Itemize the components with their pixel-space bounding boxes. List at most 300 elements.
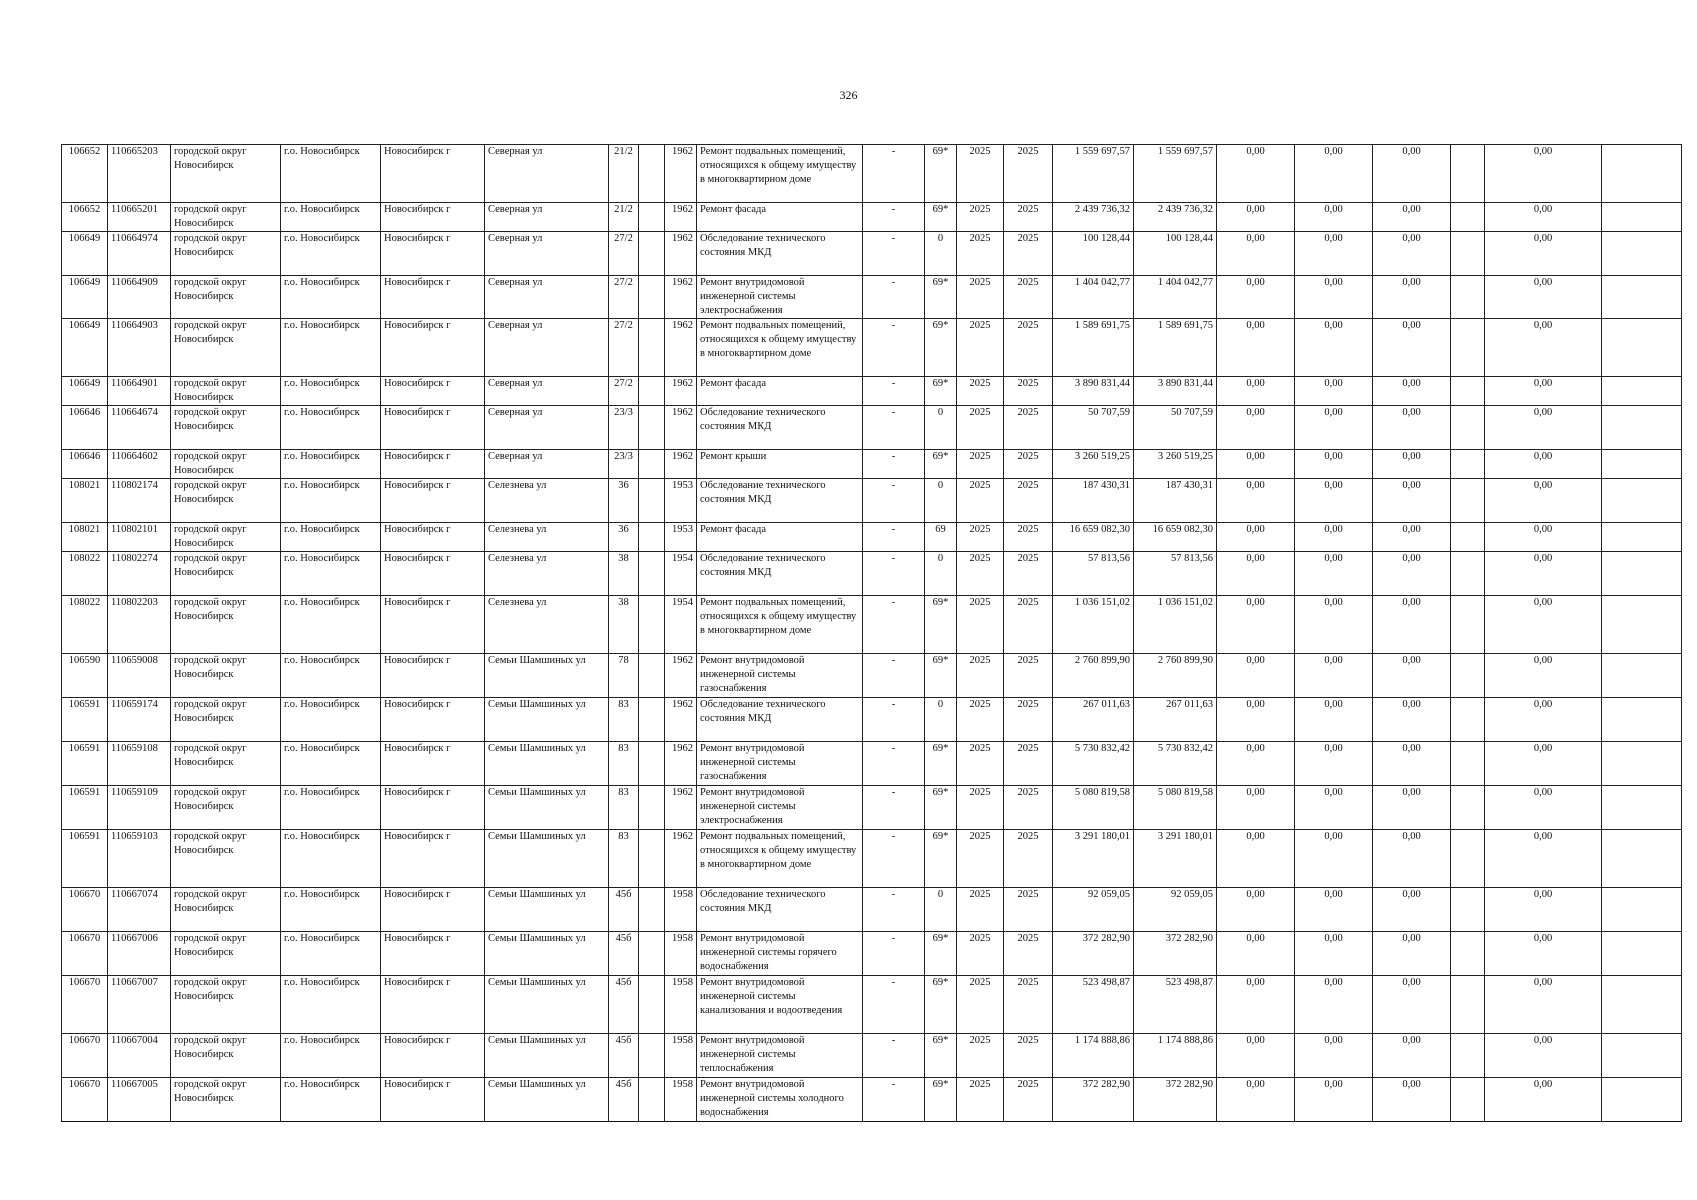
cell-year-start: 2025 bbox=[957, 377, 1004, 406]
cell-fund-cost: 3 291 180,01 bbox=[1134, 830, 1217, 888]
cell-budget-federal: 0,00 bbox=[1217, 450, 1295, 479]
cell-work-type: Ремонт внутридомовой инженерной системы электроснабжения bbox=[697, 276, 863, 319]
cell-year-end: 2025 bbox=[1004, 654, 1053, 698]
cell-owners-funds: 0,00 bbox=[1485, 523, 1602, 552]
cell-municipality: городской округ Новосибирск bbox=[171, 786, 281, 830]
cell-district: г.о. Новосибирск bbox=[281, 319, 381, 377]
cell-budget-regional: 0,00 bbox=[1295, 888, 1373, 932]
cell-locality: Новосибирск г bbox=[381, 406, 485, 450]
cell-note bbox=[1602, 830, 1682, 888]
cell-municipality: городской округ Новосибирск bbox=[171, 479, 281, 523]
cell-total-cost: 2 760 899,90 bbox=[1053, 654, 1134, 698]
cell-building bbox=[639, 203, 665, 232]
cell-work-id: 110664901 bbox=[108, 377, 171, 406]
cell-year-end: 2025 bbox=[1004, 479, 1053, 523]
cell-district: г.о. Новосибирск bbox=[281, 888, 381, 932]
cell-district: г.о. Новосибирск bbox=[281, 276, 381, 319]
table-row bbox=[62, 232, 1682, 276]
cell-building bbox=[639, 698, 665, 742]
cell-year-built: 1958 bbox=[665, 932, 697, 976]
cell-house-number: 21/2 bbox=[609, 145, 639, 203]
cell-locality: Новосибирск г bbox=[381, 145, 485, 203]
cell-work-type: Обследование технического состояния МКД bbox=[697, 232, 863, 276]
cell-house-id: 106646 bbox=[62, 406, 108, 450]
cell-owners-funds: 0,00 bbox=[1485, 319, 1602, 377]
table-row bbox=[62, 1078, 1682, 1122]
cell-year-start: 2025 bbox=[957, 232, 1004, 276]
cell-total-cost: 2 439 736,32 bbox=[1053, 203, 1134, 232]
cell-owners-funds: 0,00 bbox=[1485, 742, 1602, 786]
cell-year-end: 2025 bbox=[1004, 888, 1053, 932]
cell-locality: Новосибирск г bbox=[381, 742, 485, 786]
cell-locality: Новосибирск г bbox=[381, 523, 485, 552]
cell-municipality: городской округ Новосибирск bbox=[171, 319, 281, 377]
cell-fund-cost: 3 260 519,25 bbox=[1134, 450, 1217, 479]
cell-dash: - bbox=[863, 450, 925, 479]
cell-dash: - bbox=[863, 523, 925, 552]
cell-locality: Новосибирск г bbox=[381, 319, 485, 377]
cell-building bbox=[639, 406, 665, 450]
cell-budget-federal: 0,00 bbox=[1217, 698, 1295, 742]
cell-work-id: 110659008 bbox=[108, 654, 171, 698]
cell-house-id: 106670 bbox=[62, 888, 108, 932]
cell-code: 69* bbox=[925, 976, 957, 1034]
cell-work-id: 110665203 bbox=[108, 145, 171, 203]
cell-budget-federal: 0,00 bbox=[1217, 654, 1295, 698]
cell-year-built: 1962 bbox=[665, 450, 697, 479]
table-row bbox=[62, 479, 1682, 523]
cell-street: Северная ул bbox=[485, 377, 609, 406]
cell-work-id: 110659174 bbox=[108, 698, 171, 742]
cell-street: Семьи Шамшиных ул bbox=[485, 830, 609, 888]
cell-municipality: городской округ Новосибирск bbox=[171, 406, 281, 450]
cell-fund-cost: 5 080 819,58 bbox=[1134, 786, 1217, 830]
cell-budget-local: 0,00 bbox=[1373, 698, 1451, 742]
cell-budget-federal: 0,00 bbox=[1217, 319, 1295, 377]
cell-street: Семьи Шамшиных ул bbox=[485, 786, 609, 830]
cell-code: 0 bbox=[925, 479, 957, 523]
cell-work-type: Ремонт внутридомовой инженерной системы газоснабжения bbox=[697, 742, 863, 786]
cell-extra bbox=[1451, 698, 1485, 742]
cell-locality: Новосибирск г bbox=[381, 698, 485, 742]
cell-budget-regional: 0,00 bbox=[1295, 596, 1373, 654]
cell-house-number: 27/2 bbox=[609, 319, 639, 377]
cell-extra bbox=[1451, 377, 1485, 406]
cell-year-built: 1954 bbox=[665, 596, 697, 654]
cell-owners-funds: 0,00 bbox=[1485, 596, 1602, 654]
cell-budget-local: 0,00 bbox=[1373, 319, 1451, 377]
cell-work-id: 110664602 bbox=[108, 450, 171, 479]
cell-total-cost: 92 059,05 bbox=[1053, 888, 1134, 932]
cell-note bbox=[1602, 232, 1682, 276]
cell-extra bbox=[1451, 1078, 1485, 1122]
cell-house-id: 108021 bbox=[62, 479, 108, 523]
cell-locality: Новосибирск г bbox=[381, 203, 485, 232]
cell-total-cost: 3 291 180,01 bbox=[1053, 830, 1134, 888]
cell-year-built: 1962 bbox=[665, 406, 697, 450]
cell-building bbox=[639, 1034, 665, 1078]
cell-building bbox=[639, 830, 665, 888]
cell-district: г.о. Новосибирск bbox=[281, 742, 381, 786]
cell-budget-local: 0,00 bbox=[1373, 479, 1451, 523]
cell-municipality: городской округ Новосибирск bbox=[171, 976, 281, 1034]
cell-street: Семьи Шамшиных ул bbox=[485, 698, 609, 742]
cell-work-id: 110667074 bbox=[108, 888, 171, 932]
cell-budget-local: 0,00 bbox=[1373, 203, 1451, 232]
cell-year-built: 1962 bbox=[665, 203, 697, 232]
cell-total-cost: 100 128,44 bbox=[1053, 232, 1134, 276]
cell-house-id: 106591 bbox=[62, 830, 108, 888]
cell-extra bbox=[1451, 450, 1485, 479]
cell-year-start: 2025 bbox=[957, 654, 1004, 698]
cell-budget-local: 0,00 bbox=[1373, 552, 1451, 596]
cell-owners-funds: 0,00 bbox=[1485, 1034, 1602, 1078]
cell-dash: - bbox=[863, 976, 925, 1034]
cell-work-id: 110667004 bbox=[108, 1034, 171, 1078]
cell-work-id: 110802274 bbox=[108, 552, 171, 596]
cell-house-id: 106649 bbox=[62, 232, 108, 276]
cell-extra bbox=[1451, 145, 1485, 203]
cell-budget-regional: 0,00 bbox=[1295, 830, 1373, 888]
cell-street: Семьи Шамшиных ул bbox=[485, 742, 609, 786]
cell-municipality: городской округ Новосибирск bbox=[171, 232, 281, 276]
cell-work-id: 110664903 bbox=[108, 319, 171, 377]
cell-year-built: 1962 bbox=[665, 319, 697, 377]
cell-house-id: 106670 bbox=[62, 932, 108, 976]
cell-year-built: 1958 bbox=[665, 976, 697, 1034]
cell-house-id: 106646 bbox=[62, 450, 108, 479]
cell-owners-funds: 0,00 bbox=[1485, 552, 1602, 596]
cell-locality: Новосибирск г bbox=[381, 932, 485, 976]
cell-owners-funds: 0,00 bbox=[1485, 406, 1602, 450]
cell-locality: Новосибирск г bbox=[381, 450, 485, 479]
cell-owners-funds: 0,00 bbox=[1485, 830, 1602, 888]
cell-year-built: 1962 bbox=[665, 698, 697, 742]
cell-house-id: 106649 bbox=[62, 319, 108, 377]
cell-year-built: 1958 bbox=[665, 888, 697, 932]
cell-year-built: 1953 bbox=[665, 479, 697, 523]
cell-year-end: 2025 bbox=[1004, 596, 1053, 654]
cell-total-cost: 5 730 832,42 bbox=[1053, 742, 1134, 786]
cell-building bbox=[639, 479, 665, 523]
cell-dash: - bbox=[863, 552, 925, 596]
cell-house-id: 106670 bbox=[62, 976, 108, 1034]
cell-year-end: 2025 bbox=[1004, 523, 1053, 552]
cell-code: 69* bbox=[925, 786, 957, 830]
cell-district: г.о. Новосибирск bbox=[281, 479, 381, 523]
cell-year-end: 2025 bbox=[1004, 932, 1053, 976]
cell-owners-funds: 0,00 bbox=[1485, 976, 1602, 1034]
cell-fund-cost: 100 128,44 bbox=[1134, 232, 1217, 276]
cell-locality: Новосибирск г bbox=[381, 1078, 485, 1122]
cell-work-type: Обследование технического состояния МКД bbox=[697, 479, 863, 523]
cell-street: Семьи Шамшиных ул bbox=[485, 932, 609, 976]
cell-house-id: 106590 bbox=[62, 654, 108, 698]
cell-budget-regional: 0,00 bbox=[1295, 450, 1373, 479]
cell-code: 0 bbox=[925, 552, 957, 596]
table-row bbox=[62, 450, 1682, 479]
cell-year-built: 1962 bbox=[665, 377, 697, 406]
table-row bbox=[62, 786, 1682, 830]
cell-note bbox=[1602, 523, 1682, 552]
cell-work-id: 110664974 bbox=[108, 232, 171, 276]
cell-house-id: 106652 bbox=[62, 203, 108, 232]
cell-budget-local: 0,00 bbox=[1373, 786, 1451, 830]
cell-budget-federal: 0,00 bbox=[1217, 976, 1295, 1034]
table-row bbox=[62, 1034, 1682, 1078]
cell-year-start: 2025 bbox=[957, 786, 1004, 830]
cell-year-built: 1962 bbox=[665, 654, 697, 698]
cell-extra bbox=[1451, 479, 1485, 523]
cell-owners-funds: 0,00 bbox=[1485, 450, 1602, 479]
cell-work-type: Обследование технического состояния МКД bbox=[697, 888, 863, 932]
cell-budget-federal: 0,00 bbox=[1217, 523, 1295, 552]
cell-budget-federal: 0,00 bbox=[1217, 596, 1295, 654]
cell-district: г.о. Новосибирск bbox=[281, 523, 381, 552]
cell-code: 69* bbox=[925, 830, 957, 888]
cell-house-number: 27/2 bbox=[609, 377, 639, 406]
cell-work-type: Ремонт подвальных помещений, относящихся к общему имуществу в многоквартирном доме bbox=[697, 830, 863, 888]
cell-budget-federal: 0,00 bbox=[1217, 742, 1295, 786]
cell-note bbox=[1602, 888, 1682, 932]
cell-house-number: 27/2 bbox=[609, 232, 639, 276]
cell-year-start: 2025 bbox=[957, 203, 1004, 232]
cell-budget-regional: 0,00 bbox=[1295, 479, 1373, 523]
cell-district: г.о. Новосибирск bbox=[281, 596, 381, 654]
cell-house-number: 45б bbox=[609, 976, 639, 1034]
cell-work-type: Ремонт внутридомовой инженерной системы теплоснабжения bbox=[697, 1034, 863, 1078]
cell-work-id: 110802101 bbox=[108, 523, 171, 552]
cell-total-cost: 267 011,63 bbox=[1053, 698, 1134, 742]
cell-fund-cost: 372 282,90 bbox=[1134, 1078, 1217, 1122]
cell-total-cost: 57 813,56 bbox=[1053, 552, 1134, 596]
table-row bbox=[62, 523, 1682, 552]
cell-municipality: городской округ Новосибирск bbox=[171, 1034, 281, 1078]
cell-dash: - bbox=[863, 654, 925, 698]
cell-note bbox=[1602, 932, 1682, 976]
cell-budget-regional: 0,00 bbox=[1295, 1034, 1373, 1078]
cell-house-number: 83 bbox=[609, 698, 639, 742]
cell-building bbox=[639, 377, 665, 406]
cell-work-id: 110667005 bbox=[108, 1078, 171, 1122]
cell-note bbox=[1602, 377, 1682, 406]
cell-house-number: 27/2 bbox=[609, 276, 639, 319]
cell-locality: Новосибирск г bbox=[381, 1034, 485, 1078]
table-row bbox=[62, 932, 1682, 976]
cell-municipality: городской округ Новосибирск bbox=[171, 830, 281, 888]
cell-year-end: 2025 bbox=[1004, 552, 1053, 596]
cell-street: Северная ул bbox=[485, 145, 609, 203]
cell-fund-cost: 5 730 832,42 bbox=[1134, 742, 1217, 786]
cell-budget-regional: 0,00 bbox=[1295, 786, 1373, 830]
cell-code: 69* bbox=[925, 276, 957, 319]
cell-note bbox=[1602, 976, 1682, 1034]
cell-budget-federal: 0,00 bbox=[1217, 552, 1295, 596]
cell-year-built: 1962 bbox=[665, 145, 697, 203]
cell-building bbox=[639, 654, 665, 698]
cell-budget-local: 0,00 bbox=[1373, 276, 1451, 319]
cell-work-type: Ремонт внутридомовой инженерной системы горячего водоснабжения bbox=[697, 932, 863, 976]
table-row bbox=[62, 377, 1682, 406]
cell-fund-cost: 2 760 899,90 bbox=[1134, 654, 1217, 698]
cell-work-type: Ремонт крыши bbox=[697, 450, 863, 479]
cell-total-cost: 523 498,87 bbox=[1053, 976, 1134, 1034]
cell-district: г.о. Новосибирск bbox=[281, 406, 381, 450]
cell-owners-funds: 0,00 bbox=[1485, 145, 1602, 203]
cell-extra bbox=[1451, 888, 1485, 932]
cell-extra bbox=[1451, 552, 1485, 596]
cell-budget-federal: 0,00 bbox=[1217, 276, 1295, 319]
cell-house-id: 106649 bbox=[62, 377, 108, 406]
cell-year-built: 1962 bbox=[665, 742, 697, 786]
cell-district: г.о. Новосибирск bbox=[281, 976, 381, 1034]
cell-locality: Новосибирск г bbox=[381, 232, 485, 276]
cell-total-cost: 16 659 082,30 bbox=[1053, 523, 1134, 552]
cell-year-built: 1962 bbox=[665, 830, 697, 888]
cell-house-id: 108021 bbox=[62, 523, 108, 552]
cell-work-type: Обследование технического состояния МКД bbox=[697, 552, 863, 596]
cell-dash: - bbox=[863, 232, 925, 276]
cell-municipality: городской округ Новосибирск bbox=[171, 450, 281, 479]
cell-budget-regional: 0,00 bbox=[1295, 742, 1373, 786]
cell-house-number: 23/3 bbox=[609, 406, 639, 450]
cell-year-built: 1962 bbox=[665, 276, 697, 319]
cell-dash: - bbox=[863, 276, 925, 319]
cell-work-type: Ремонт внутридомовой инженерной системы холодного водоснабжения bbox=[697, 1078, 863, 1122]
cell-fund-cost: 16 659 082,30 bbox=[1134, 523, 1217, 552]
cell-budget-regional: 0,00 bbox=[1295, 523, 1373, 552]
cell-year-start: 2025 bbox=[957, 479, 1004, 523]
cell-street: Северная ул bbox=[485, 319, 609, 377]
cell-fund-cost: 372 282,90 bbox=[1134, 932, 1217, 976]
cell-municipality: городской округ Новосибирск bbox=[171, 654, 281, 698]
cell-house-id: 106652 bbox=[62, 145, 108, 203]
cell-building bbox=[639, 976, 665, 1034]
cell-district: г.о. Новосибирск bbox=[281, 203, 381, 232]
cell-work-type: Ремонт подвальных помещений, относящихся к общему имуществу в многоквартирном доме bbox=[697, 596, 863, 654]
cell-code: 0 bbox=[925, 698, 957, 742]
table-row bbox=[62, 203, 1682, 232]
cell-code: 0 bbox=[925, 888, 957, 932]
table-row bbox=[62, 654, 1682, 698]
cell-year-start: 2025 bbox=[957, 742, 1004, 786]
cell-street: Селезнева ул bbox=[485, 523, 609, 552]
cell-locality: Новосибирск г bbox=[381, 552, 485, 596]
cell-district: г.о. Новосибирск bbox=[281, 377, 381, 406]
cell-budget-local: 0,00 bbox=[1373, 377, 1451, 406]
cell-house-number: 36 bbox=[609, 479, 639, 523]
cell-budget-regional: 0,00 bbox=[1295, 406, 1373, 450]
cell-house-number: 38 bbox=[609, 596, 639, 654]
cell-street: Северная ул bbox=[485, 232, 609, 276]
cell-year-end: 2025 bbox=[1004, 698, 1053, 742]
cell-locality: Новосибирск г bbox=[381, 596, 485, 654]
cell-budget-local: 0,00 bbox=[1373, 742, 1451, 786]
cell-work-type: Ремонт внутридомовой инженерной системы канализования и водоотведения bbox=[697, 976, 863, 1034]
cell-work-type: Ремонт подвальных помещений, относящихся к общему имуществу в многоквартирном доме bbox=[697, 145, 863, 203]
cell-dash: - bbox=[863, 888, 925, 932]
cell-budget-regional: 0,00 bbox=[1295, 145, 1373, 203]
cell-district: г.о. Новосибирск bbox=[281, 145, 381, 203]
cell-note bbox=[1602, 203, 1682, 232]
cell-dash: - bbox=[863, 319, 925, 377]
cell-extra bbox=[1451, 786, 1485, 830]
cell-work-type: Ремонт фасада bbox=[697, 203, 863, 232]
cell-budget-local: 0,00 bbox=[1373, 406, 1451, 450]
cell-building bbox=[639, 888, 665, 932]
cell-code: 69 bbox=[925, 523, 957, 552]
cell-house-id: 106649 bbox=[62, 276, 108, 319]
cell-building bbox=[639, 232, 665, 276]
cell-house-id: 108022 bbox=[62, 596, 108, 654]
cell-code: 69* bbox=[925, 654, 957, 698]
cell-note bbox=[1602, 1034, 1682, 1078]
cell-owners-funds: 0,00 bbox=[1485, 698, 1602, 742]
cell-work-type: Ремонт фасада bbox=[697, 377, 863, 406]
cell-district: г.о. Новосибирск bbox=[281, 1034, 381, 1078]
cell-code: 69* bbox=[925, 319, 957, 377]
cell-locality: Новосибирск г bbox=[381, 888, 485, 932]
table-row bbox=[62, 145, 1682, 203]
cell-work-id: 110659109 bbox=[108, 786, 171, 830]
cell-district: г.о. Новосибирск bbox=[281, 654, 381, 698]
cell-year-built: 1958 bbox=[665, 1078, 697, 1122]
cell-municipality: городской округ Новосибирск bbox=[171, 523, 281, 552]
cell-locality: Новосибирск г bbox=[381, 377, 485, 406]
cell-note bbox=[1602, 552, 1682, 596]
cell-street: Селезнева ул bbox=[485, 596, 609, 654]
cell-owners-funds: 0,00 bbox=[1485, 232, 1602, 276]
cell-house-id: 106591 bbox=[62, 698, 108, 742]
cell-code: 69* bbox=[925, 1078, 957, 1122]
cell-house-number: 78 bbox=[609, 654, 639, 698]
cell-house-number: 45б bbox=[609, 1034, 639, 1078]
cell-building bbox=[639, 596, 665, 654]
cell-note bbox=[1602, 742, 1682, 786]
cell-budget-regional: 0,00 bbox=[1295, 976, 1373, 1034]
cell-budget-local: 0,00 bbox=[1373, 596, 1451, 654]
cell-dash: - bbox=[863, 406, 925, 450]
cell-code: 69* bbox=[925, 145, 957, 203]
cell-building bbox=[639, 319, 665, 377]
cell-code: 69* bbox=[925, 450, 957, 479]
cell-fund-cost: 1 036 151,02 bbox=[1134, 596, 1217, 654]
cell-work-type: Ремонт внутридомовой инженерной системы электроснабжения bbox=[697, 786, 863, 830]
cell-house-number: 45б bbox=[609, 1078, 639, 1122]
cell-year-built: 1954 bbox=[665, 552, 697, 596]
cell-budget-federal: 0,00 bbox=[1217, 1034, 1295, 1078]
cell-work-id: 110665201 bbox=[108, 203, 171, 232]
cell-budget-federal: 0,00 bbox=[1217, 377, 1295, 406]
cell-street: Семьи Шамшиных ул bbox=[485, 654, 609, 698]
cell-year-built: 1962 bbox=[665, 232, 697, 276]
table-row bbox=[62, 976, 1682, 1034]
cell-year-end: 2025 bbox=[1004, 232, 1053, 276]
cell-owners-funds: 0,00 bbox=[1485, 888, 1602, 932]
cell-extra bbox=[1451, 319, 1485, 377]
cell-house-id: 106591 bbox=[62, 786, 108, 830]
cell-owners-funds: 0,00 bbox=[1485, 203, 1602, 232]
cell-year-start: 2025 bbox=[957, 1078, 1004, 1122]
cell-budget-federal: 0,00 bbox=[1217, 145, 1295, 203]
cell-fund-cost: 2 439 736,32 bbox=[1134, 203, 1217, 232]
cell-owners-funds: 0,00 bbox=[1485, 479, 1602, 523]
cell-year-start: 2025 bbox=[957, 450, 1004, 479]
cell-building bbox=[639, 523, 665, 552]
cell-street: Северная ул bbox=[485, 450, 609, 479]
cell-year-start: 2025 bbox=[957, 596, 1004, 654]
cell-municipality: городской округ Новосибирск bbox=[171, 1078, 281, 1122]
